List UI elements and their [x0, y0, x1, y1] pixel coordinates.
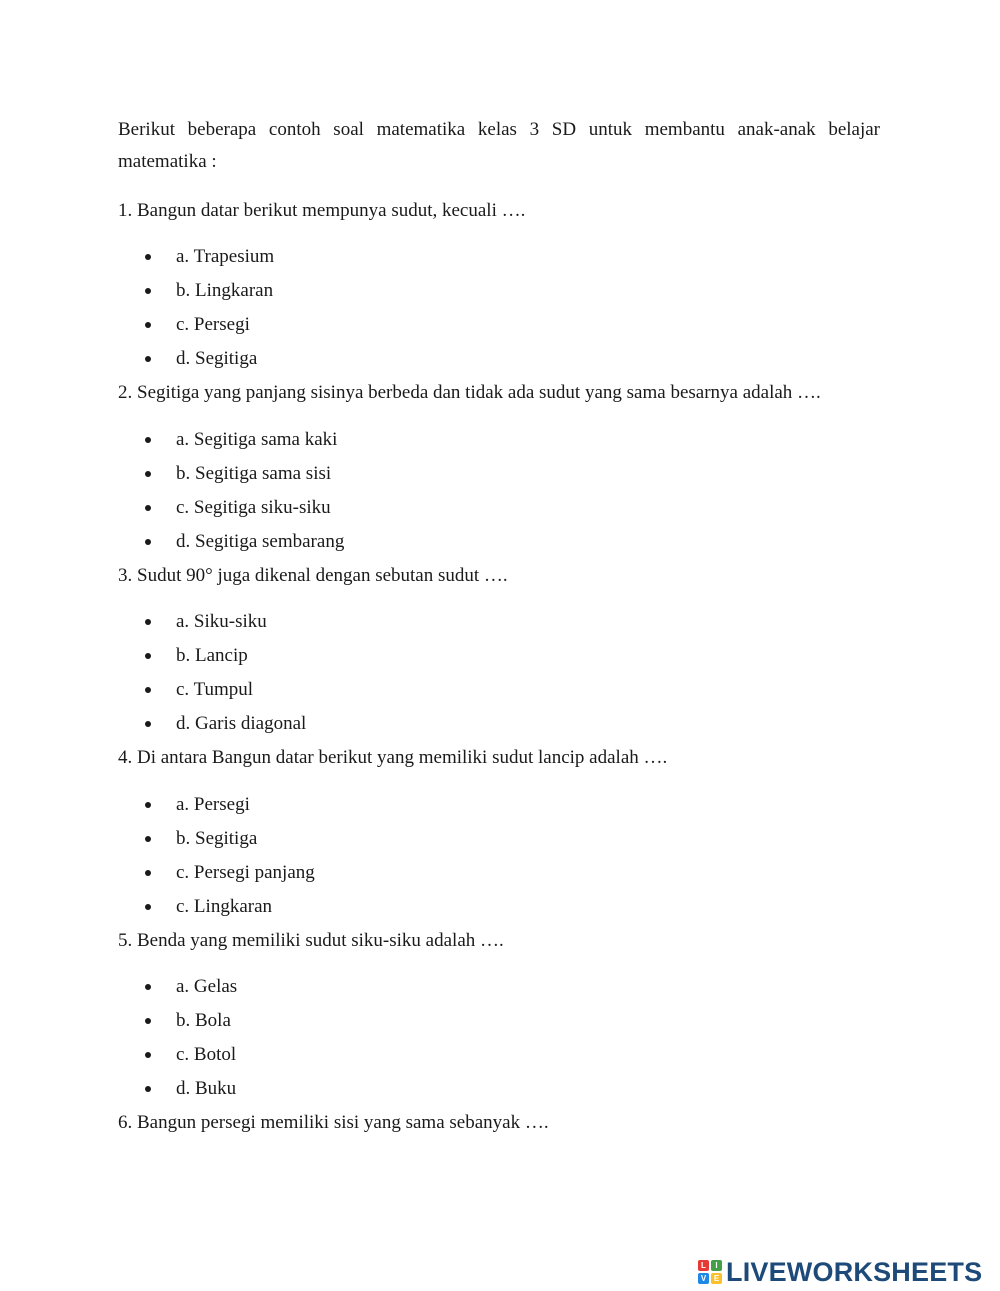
question-5: 5. Benda yang memiliki sudut siku-siku adalah ….	[118, 930, 504, 951]
option-label: d. Buku	[176, 1078, 237, 1099]
question-1: 1. Bangun datar berikut mempunya sudut, kecuali ….	[118, 200, 526, 221]
bullet-icon	[145, 437, 151, 443]
option-label: a. Segitiga sama kaki	[176, 429, 338, 450]
question-3: 3. Sudut 90° juga dikenal dengan sebutan sudut ….	[118, 565, 508, 586]
option-label: d. Segitiga sembarang	[176, 531, 345, 552]
option-label: a. Gelas	[176, 976, 238, 997]
logo-text: LIVEWORKSHEETS	[726, 1257, 983, 1287]
option-label: d. Segitiga	[176, 348, 258, 369]
option-label: c. Segitiga siku-siku	[176, 497, 331, 518]
question-2: 2. Segitiga yang panjang sisinya berbeda dan tidak ada sudut yang sama besarnya adalah ….	[118, 382, 821, 403]
liveworksheets-logo	[698, 1258, 982, 1286]
option-label: c. Tumpul	[176, 679, 254, 700]
bullet-icon	[145, 904, 151, 910]
option-label: a. Siku-siku	[176, 611, 267, 632]
bullet-icon	[145, 254, 151, 260]
option-label: c. Botol	[176, 1044, 237, 1065]
bullet-icon	[145, 619, 151, 625]
option-label: c. Persegi panjang	[176, 862, 315, 883]
bullet-icon	[145, 505, 151, 511]
option-label: c. Lingkaran	[176, 896, 273, 917]
question-4: 4. Di antara Bangun datar berikut yang memiliki sudut lancip adalah ….	[118, 747, 668, 768]
option-label: b. Segitiga sama sisi	[176, 463, 332, 484]
bullet-icon	[145, 1052, 151, 1058]
option-label: b. Segitiga	[176, 828, 258, 849]
liveworksheets-mark-icon	[698, 1260, 722, 1284]
option-label: b. Lingkaran	[176, 280, 274, 301]
bullet-icon	[145, 721, 151, 727]
bullet-icon	[145, 1086, 151, 1092]
bullet-icon	[145, 870, 151, 876]
logo-square: E	[711, 1273, 722, 1284]
bullet-icon	[145, 1018, 151, 1024]
logo-square: L	[698, 1260, 709, 1271]
option-label: a. Trapesium	[176, 246, 275, 267]
bullet-icon	[145, 687, 151, 693]
bullet-icon	[145, 356, 151, 362]
bullet-icon	[145, 471, 151, 477]
bullet-icon	[145, 653, 151, 659]
intro-paragraph: Berikut beberapa contoh soal matematika kelas 3 SD untuk membantu anak-anak belajar matematika :	[118, 119, 880, 172]
option-label: b. Lancip	[176, 645, 248, 666]
bullet-icon	[145, 539, 151, 545]
bullet-icon	[145, 322, 151, 328]
bullet-icon	[145, 288, 151, 294]
bullet-icon	[145, 836, 151, 842]
bullet-icon	[145, 984, 151, 990]
option-label: a. Persegi	[176, 794, 250, 815]
option-label: c. Persegi	[176, 314, 250, 335]
question-6: 6. Bangun persegi memiliki sisi yang sama sebanyak ….	[118, 1112, 549, 1133]
option-label: b. Bola	[176, 1010, 231, 1031]
bullet-icon	[145, 802, 151, 808]
option-label: d. Garis diagonal	[176, 713, 307, 734]
logo-square: V	[698, 1273, 709, 1284]
logo-square: I	[711, 1260, 722, 1271]
